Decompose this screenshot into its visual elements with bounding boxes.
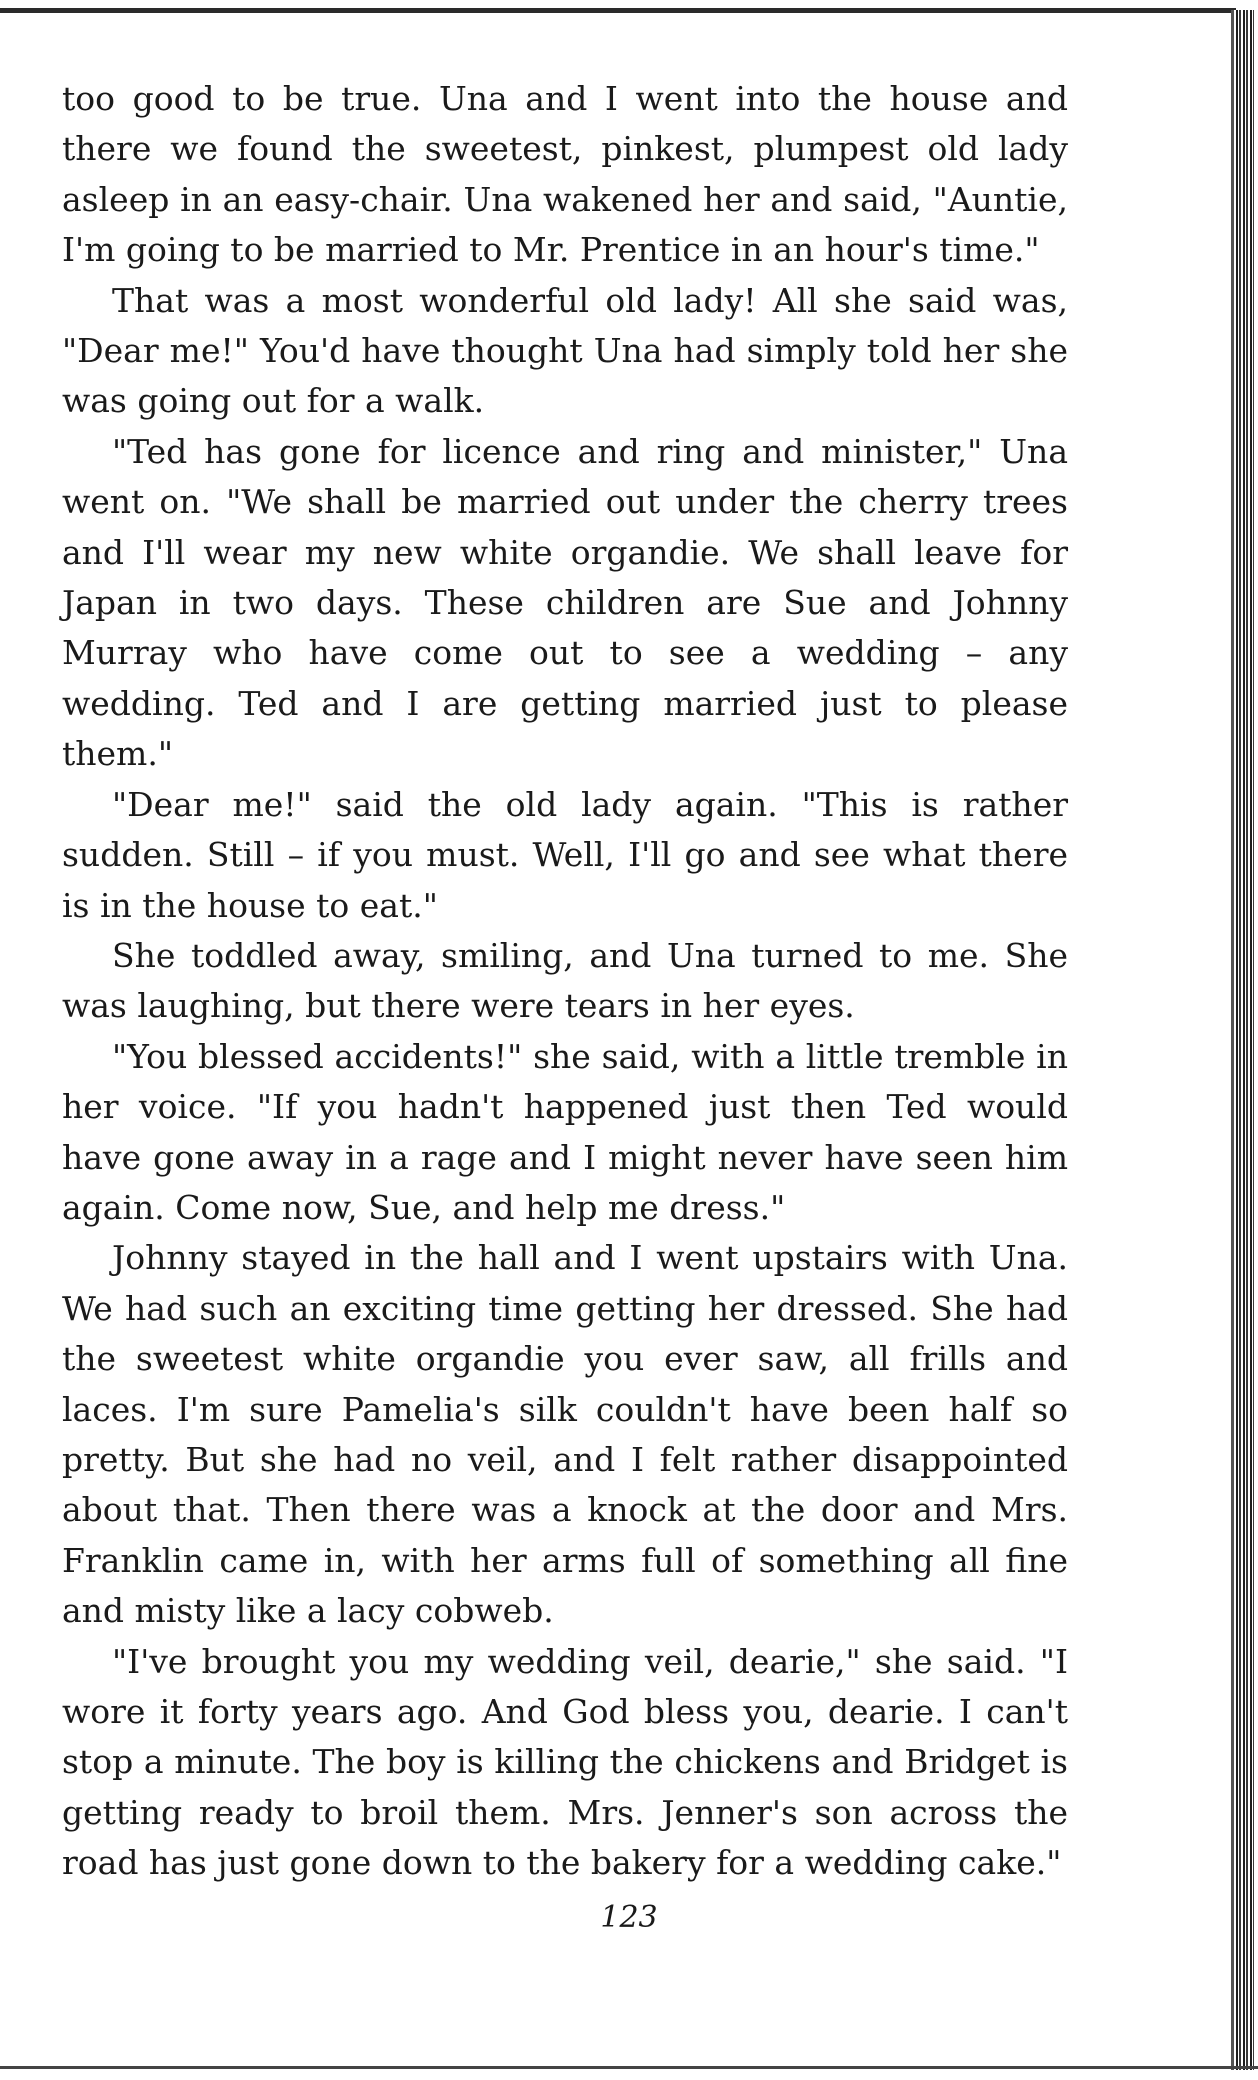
paragraph: That was a most wonderful old lady! All she said was, "Dear me!" You'd have thought Una had simply told her she was going out for a walk. (62, 280, 1068, 421)
book-spine (1234, 10, 1254, 2070)
paragraph: "I've brought you my wedding veil, dearie," she said. "I wore it forty years ago. And God bless you, dearie. I can't stop a minute. The boy is killing the chickens and Bridget is getting ready to broil them. Mrs. Jenner's son across the road has just gone down to the bakery for a wedding cake." (62, 1641, 1068, 1883)
paragraph: "Dear me!" said the old lady again. "This is rather sudden. Still – if you must. Well, I'll go and see what there is in the house to eat." (62, 784, 1068, 925)
paragraph: She toddled away, smiling, and Una turned to me. She was laughing, but there were tears in her eyes. (62, 935, 1068, 1026)
paragraph-continued: too good to be true. Una and I went into the house and there we found the sweetest, pinkest, plumpest old lady asleep in an easy-chair. Una wakened her and said, "Auntie, I'm going to be married to Mr. Prentice in an hour's time." (62, 79, 1068, 270)
bottom-rule (0, 2066, 1258, 2069)
paragraph: "Ted has gone for licence and ring and minister," Una went on. "We shall be married out under the cherry trees and I'll wear my new white organdie. We shall leave for Japan in two days. These children are Sue and Johnny Murray who have come out to see a wedding – any wedding. Ted and I are getting married just to please them." (62, 431, 1068, 774)
paragraph: "You blessed accidents!" she said, with a little tremble in her voice. "If you hadn't happened just then Ted would have gone away in a rage and I might never have seen him again. Come now, Sue, and help me dress." (62, 1036, 1068, 1227)
paragraph: Johnny stayed in the hall and I went upstairs with Una. We had such an exciting time getting her dressed. She had the sweetest white organdie you ever saw, all frills and laces. I'm sure Pamelia's silk couldn't have been half so pretty. But she had no veil, and I felt rather disappointed about that. Then there was a knock at the door and Mrs. Franklin came in, with her arms full of something all fine and misty like a lacy cobweb. (62, 1238, 1068, 1631)
page-number: 123 (600, 1900, 658, 1935)
body-text (62, 74, 1068, 1889)
top-rule (0, 8, 1236, 13)
